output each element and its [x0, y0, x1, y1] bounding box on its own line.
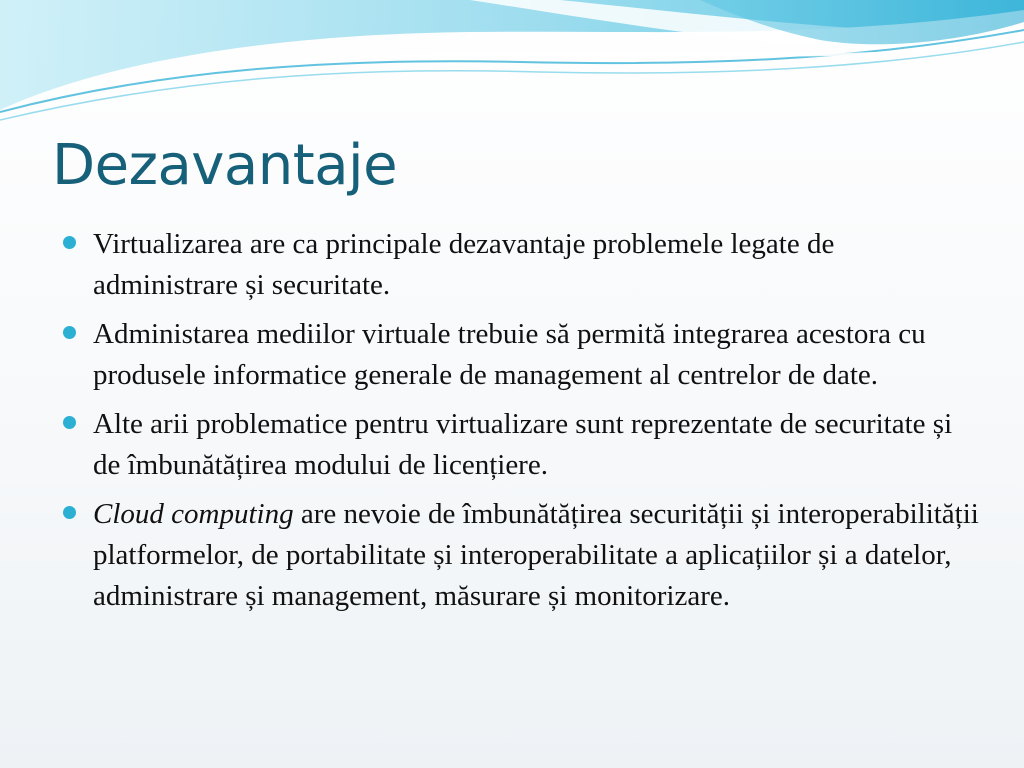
bullet-text: are nevoie de îmbunătățirea securității și interoperabilității platformelor, de portabilitate și interoperabilitate a aplicațiilor și a datelor, administrare și management, măsurare și monitorizare. [93, 498, 979, 612]
bullet-list [60, 224, 980, 625]
bullet-dot-icon [63, 506, 76, 519]
bullet-text: Administarea mediilor virtuale trebuie să permită integrarea acestora cu produsele informatice generale de management al centrelor de date. [93, 318, 926, 391]
decorative-wave-banner [0, 0, 1024, 130]
bullet-dot-icon [63, 326, 76, 339]
bullet-item [60, 404, 980, 486]
bullet-item [60, 224, 980, 306]
bullet-item [60, 314, 980, 396]
bullet-text: Alte arii problematice pentru virtualizare sunt reprezentate de securitate și de îmbunătățirea modului de licențiere. [93, 408, 953, 481]
bullet-dot-icon [63, 416, 76, 429]
bullet-item [60, 494, 980, 617]
bullet-emphasis: Cloud computing [93, 498, 294, 530]
bullet-text: Virtualizarea are ca principale dezavantaje problemele legate de administrare și securitate. [93, 228, 835, 301]
bullet-dot-icon [63, 236, 76, 249]
slide-title: Dezavantaje [52, 133, 398, 198]
